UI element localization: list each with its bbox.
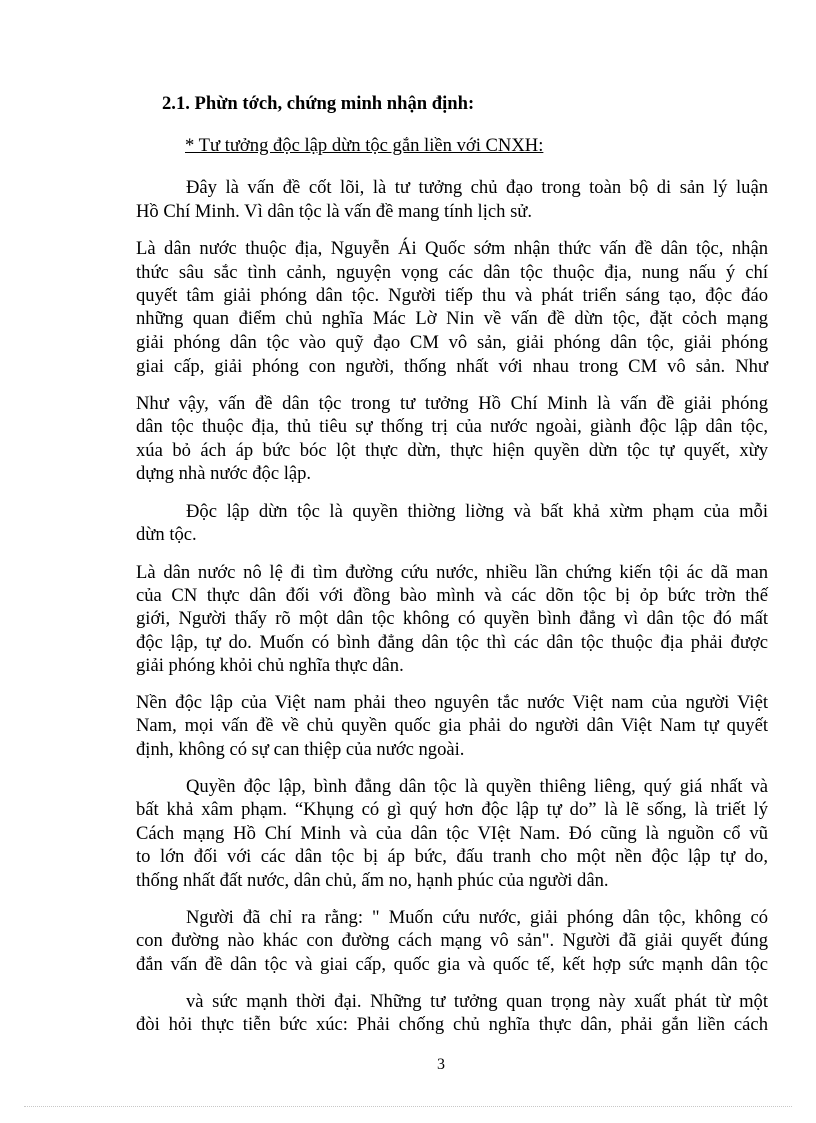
paragraph-7-line-2: bất khả xâm phạm. “Khụng có gì quý hơn độc lập tự do” là lẽ sống, là triết lý <box>136 799 768 820</box>
paragraph-5-line-3: giới, Người thấy rõ một dân tộc không có quyền bình đẳng vì dân tộc đó mất <box>136 608 768 629</box>
paragraph-1-line-2: Hồ Chí Minh. Vì dân tộc là vấn đề mang tính lịch sử. <box>136 201 533 222</box>
paragraph-8-line-3: đắn vấn đề dân tộc và giai cấp, quốc gia và quốc tế, kết hợp sức mạnh dân tộc <box>136 954 768 975</box>
paragraph-3-line-2: dân tộc thuộc địa, thủ tiêu sự thống trị của nước ngoài, giành độc lập dân tộc, <box>136 416 768 437</box>
page-bottom-rule <box>24 1106 792 1107</box>
paragraph-2-line-6: giai cấp, giải phóng con người, thống nhất với nhau trong CM vô sản. Như <box>136 356 768 377</box>
section-heading: 2.1. Phừn tớch, chứng minh nhận định: <box>162 93 475 114</box>
paragraph-5-line-4: độc lập, tự do. Muốn có bình đẳng dân tộc thì các dân tộc thuộc địa phải được <box>136 632 768 653</box>
paragraph-2-line-3: quyết tâm giải phóng dân tộc. Người tiếp thu và phát triển sáng tạo, độc đáo <box>136 285 768 306</box>
paragraph-9-line-1: và sức mạnh thời đại. Những tư tưởng quan trọng này xuất phát từ một <box>186 991 768 1012</box>
page-number: 3 <box>437 1056 445 1073</box>
section-subheading: * Tư tưởng độc lập dừn tộc gắn liền với CNXH: <box>185 135 544 156</box>
paragraph-6-line-2: Nam, mọi vấn đề về chủ quyền quốc gia phải do người dân Việt Nam tự quyết <box>136 715 768 736</box>
paragraph-4-line-1: Độc lập dừn tộc là quyền thiờng liờng và bất khả xừm phạm của mỗi <box>186 501 768 522</box>
paragraph-2-line-4: những quan điểm chủ nghĩa Mác Lờ Nin về vấn đề dừn tộc, đặt cỏch mạng <box>136 308 768 329</box>
paragraph-5-line-5: giải phóng khỏi chủ nghĩa thực dân. <box>136 655 404 676</box>
paragraph-3-line-3: xúa bỏ ách áp bức bóc lột thực dừn, thực hiện quyền dừn tộc tự quyết, xừy <box>136 440 768 461</box>
paragraph-9-line-2: đòi hỏi thực tiễn bức xúc: Phải chống chủ nghĩa thực dân, phải gắn liền cách <box>136 1014 768 1035</box>
paragraph-3-line-1: Như vậy, vấn đề dân tộc trong tư tưởng Hồ Chí Minh là vấn đề giải phóng <box>136 393 768 414</box>
paragraph-1-line-1: Đây là vấn đề cốt lõi, là tư tưởng chủ đạo trong toàn bộ di sản lý luận <box>186 177 768 198</box>
paragraph-7-line-5: thống nhất đất nước, dân chủ, ấm no, hạnh phúc của người dân. <box>136 870 609 891</box>
paragraph-2-line-1: Là dân nước thuộc địa, Nguyễn Ái Quốc sớm nhận thức vấn đề dân tộc, nhận <box>136 238 768 259</box>
paragraph-6-line-3: định, không có sự can thiệp của nước ngoài. <box>136 739 465 760</box>
paragraph-7-line-1: Quyền độc lập, bình đẳng dân tộc là quyền thiêng liêng, quý giá nhất và <box>186 776 768 797</box>
paragraph-7-line-4: to lớn đối với các dân tộc bị áp bức, đấu tranh cho một nền độc lập tự do, <box>136 846 768 867</box>
paragraph-8-line-1: Người đã chỉ ra rằng: " Muốn cứu nước, giải phóng dân tộc, không có <box>186 907 768 928</box>
paragraph-6-line-1: Nền độc lập của Việt nam phải theo nguyên tắc nước Việt nam của người Việt <box>136 692 768 713</box>
paragraph-8-line-2: con đường nào khác con đường cách mạng vô sản". Người đã giải quyết đúng <box>136 930 768 951</box>
paragraph-5-line-1: Là dân nước nô lệ đi tìm đường cứu nước, nhiều lần chứng kiến tội ác dã man <box>136 562 768 583</box>
paragraph-5-line-2: của CN thực dân đối với đồng bào mình và các dõn tộc bị ỏp bức trờn thế <box>136 585 768 606</box>
paragraph-4-line-2: dừn tộc. <box>136 524 197 545</box>
paragraph-7-line-3: Cách mạng Hồ Chí Minh và của dân tộc VIệt Nam. Đó cũng là nguồn cổ vũ <box>136 823 768 844</box>
paragraph-2-line-2: thức sâu sắc tình cảnh, nguyện vọng các dân tộc thuộc địa, nung nấu ý chí <box>136 262 768 283</box>
paragraph-2-line-5: giải phóng dân tộc vào quỹ đạo CM vô sản, giải phóng dân tộc, giải phóng <box>136 332 768 353</box>
paragraph-3-line-4: dựng nhà nước độc lập. <box>136 463 312 484</box>
